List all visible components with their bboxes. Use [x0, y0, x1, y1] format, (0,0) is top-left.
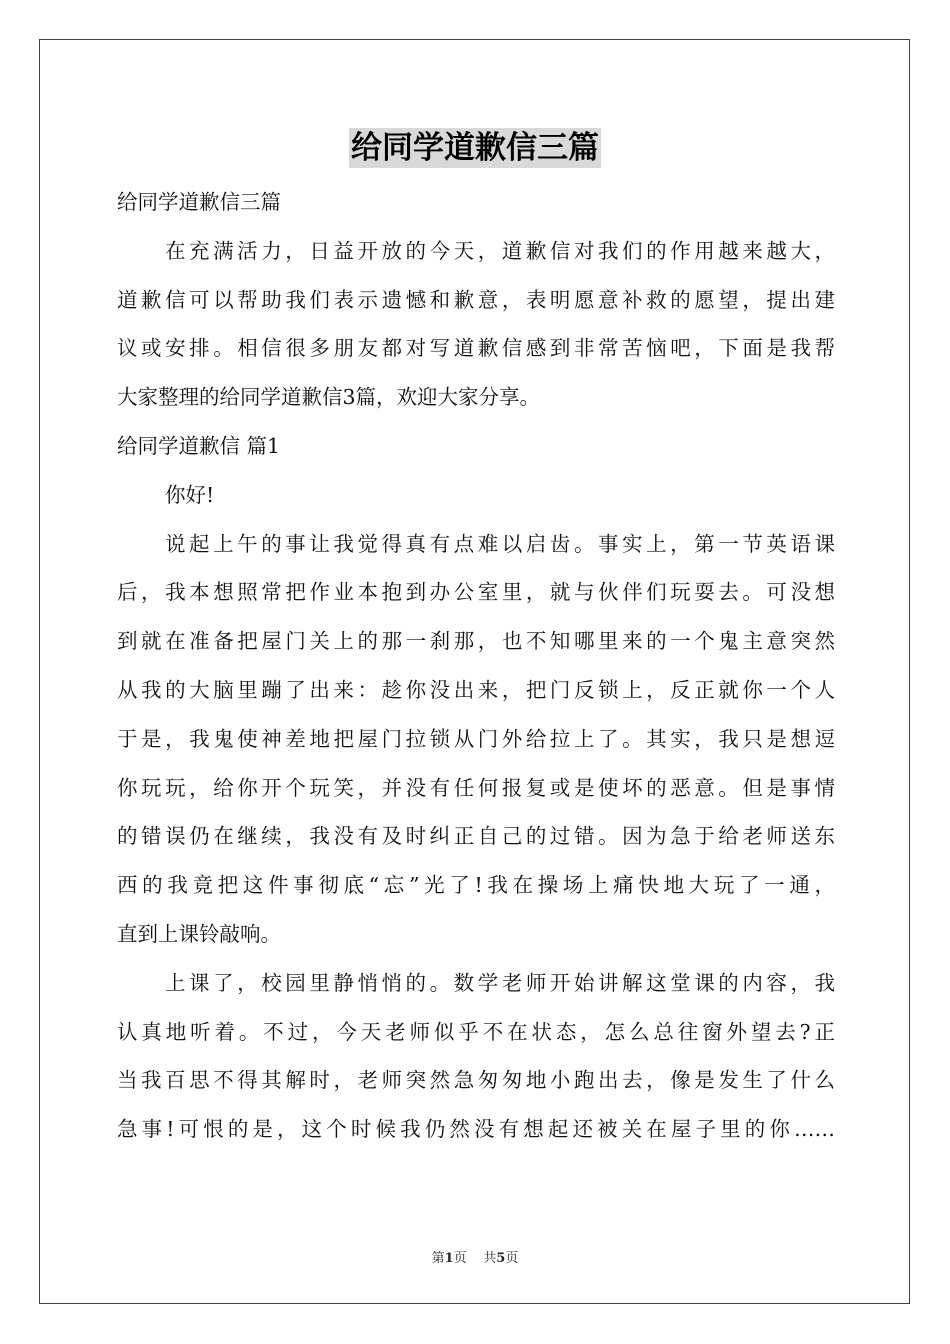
text-line: 大家整理的给同学道歉信3篇，欢迎大家分享。	[117, 385, 541, 410]
footer-page-suffix: 页	[453, 1251, 467, 1266]
text-line: 你玩玩，给你开个玩笑，并没有任何报复或是使坏的恶意。但是事情	[117, 775, 835, 800]
title-container	[0, 128, 950, 168]
footer-total-suffix: 页	[505, 1251, 519, 1266]
text-line: 议或安排。相信很多朋友都对写道歉信感到非常苦恼吧，下面是我帮	[117, 336, 835, 361]
footer-total-pages: 5	[496, 1251, 506, 1266]
text-line: 道歉信可以帮助我们表示遗憾和歉意，表明愿意补救的愿望，提出建	[117, 287, 835, 312]
text-line: 的错误仍在继续，我没有及时纠正自己的过错。因为急于给老师送东	[117, 824, 835, 849]
text-line: 西的我竟把这件事彻底“忘”光了!我在操场上痛快地大玩了一通，	[117, 873, 835, 898]
text-line: 急事!可恨的是，这个时候我仍然没有想起还被关在屋子里的你……	[117, 1117, 835, 1142]
footer-page-current: 1	[444, 1251, 454, 1266]
text-line: 从我的大脑里蹦了出来：趁你没出来，把门反锁上，反正就你一个人	[117, 677, 835, 702]
text-line: 到就在准备把屋门关上的那一刹那，也不知哪里来的一个鬼主意突然	[117, 629, 835, 654]
text-line: 于是，我鬼使神差地把屋门拉锁从门外给拉上了。其实，我只是想逗	[117, 726, 835, 751]
footer-page-prefix: 第	[431, 1251, 445, 1266]
text-line: 上课了，校园里静悄悄的。数学老师开始讲解这堂课的内容，我	[165, 970, 835, 995]
document-title: 给同学道歉信三篇	[351, 130, 599, 166]
text-line: 给同学道歉信三篇	[117, 190, 281, 214]
text-line: 在充满活力，日益开放的今天，道歉信对我们的作用越来越大，	[165, 238, 835, 263]
document-body	[117, 178, 835, 1154]
text-line: 后，我本想照常把作业本抱到办公室里，就与伙伴们玩耍去。可没想	[117, 580, 835, 605]
text-line: 给同学道歉信 篇1	[117, 433, 281, 458]
page-footer	[0, 1247, 950, 1266]
text-line: 说起上午的事让我觉得真有点难以启齿。事实上，第一节英语课	[165, 531, 835, 556]
text-line: 直到上课铃敲响。	[117, 921, 281, 946]
text-line: 你好!	[165, 482, 215, 507]
text-line: 当我百思不得其解时，老师突然急匆匆地小跑出去，像是发生了什么	[117, 1068, 835, 1093]
footer-total-prefix: 共	[483, 1251, 497, 1266]
text-line: 认真地听着。不过，今天老师似乎不在状态，怎么总往窗外望去?正	[117, 1019, 835, 1044]
